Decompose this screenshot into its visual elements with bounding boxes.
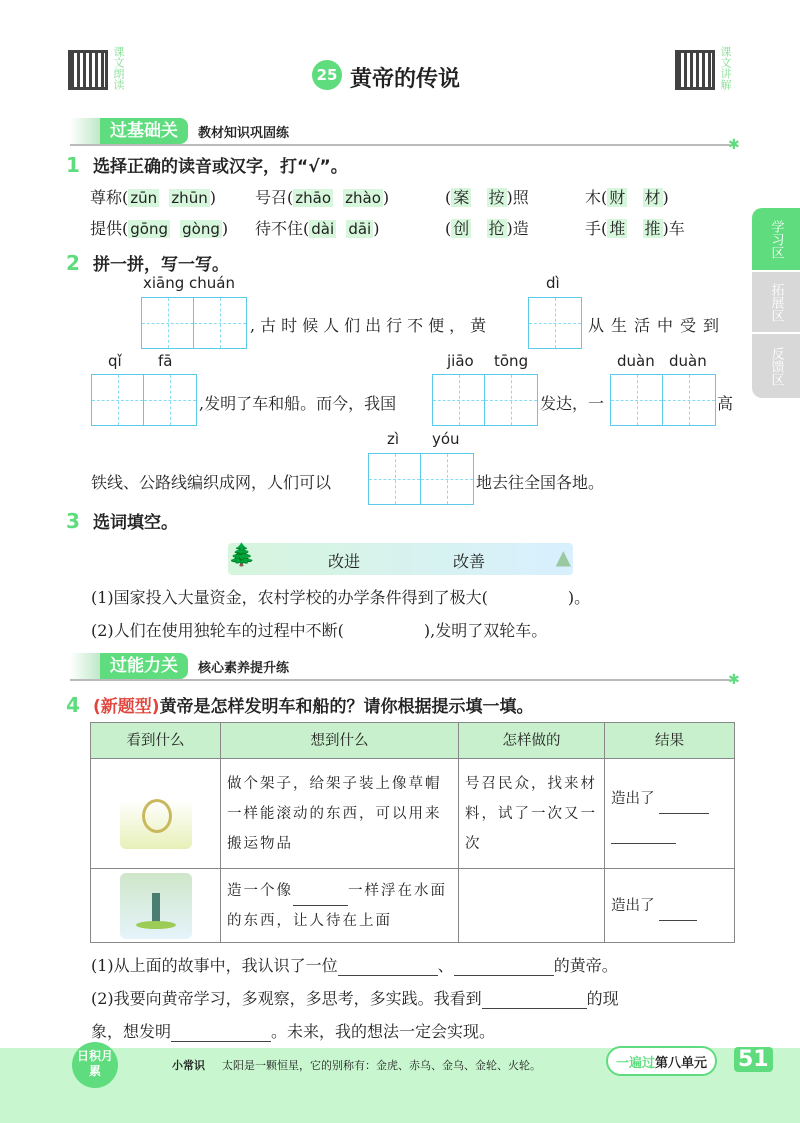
text: 的黄帝。 xyxy=(553,956,618,975)
option-a[interactable]: dài xyxy=(311,220,335,238)
item-text: (2)人们在使用独轮车的过程中不断( xyxy=(91,621,344,640)
question-prompt: 选词填空。 xyxy=(93,513,179,533)
question-3 xyxy=(66,508,178,533)
pinyin: qǐ xyxy=(108,352,122,370)
q1-item xyxy=(445,185,585,208)
word: 木( xyxy=(585,188,608,207)
daily-badge: 日积月累 xyxy=(72,1042,118,1088)
word-end: )照 xyxy=(506,188,529,207)
pinyin: duàn xyxy=(617,352,655,370)
option-b[interactable]: gòng xyxy=(182,220,220,238)
qr-label-right: 课文讲解 xyxy=(719,46,732,90)
item-text-end: ),发明了双轮车。 xyxy=(423,621,548,640)
qr-code-left xyxy=(68,50,108,90)
result-cell xyxy=(605,869,735,943)
text: (2)我要向黄帝学习，多观察，多思考，多实践。我看到 xyxy=(91,989,482,1008)
word-end: ) xyxy=(382,188,390,207)
text: 象，想发明 xyxy=(91,1022,172,1041)
thought-cell xyxy=(221,869,459,943)
q1-item xyxy=(255,185,445,208)
option-b[interactable]: zhūn xyxy=(171,189,208,207)
pinyin: jiāo xyxy=(447,352,474,370)
table-row xyxy=(91,759,735,869)
question-number: 2 xyxy=(66,251,80,275)
passage-text: 从生活中受到 xyxy=(588,316,727,335)
q1-item xyxy=(90,216,255,239)
answer-blank[interactable] xyxy=(454,958,554,976)
option-a[interactable]: 案 xyxy=(453,188,470,207)
text: 的现 xyxy=(586,989,619,1008)
question-prompt: 拼一拼，写一写。 xyxy=(93,255,230,275)
result-text: 造出了 xyxy=(611,790,655,807)
section-tag: 过能力关 xyxy=(100,653,188,679)
passage-text: 高 xyxy=(717,394,734,413)
word: 提供( xyxy=(90,219,129,238)
thought-text: 一样浮在水面的东西，让人待在上面 xyxy=(227,882,447,929)
section-subtitle: 教材知识巩固练 xyxy=(198,125,290,141)
option-a[interactable]: gōng xyxy=(130,220,168,238)
question-1 xyxy=(66,152,348,177)
action-cell[interactable] xyxy=(459,869,605,943)
side-tab-study[interactable]: 学习区 xyxy=(752,208,800,270)
answer-blank[interactable] xyxy=(482,991,587,1009)
passage-text: 地去往全国各地。 xyxy=(476,473,605,492)
writing-grid[interactable] xyxy=(432,374,538,426)
word: 手( xyxy=(585,219,608,238)
option-a[interactable]: 财 xyxy=(609,188,626,207)
mountain-icon: ▲ xyxy=(555,545,571,569)
lesson-number: 25 xyxy=(312,60,342,90)
qr-label-left: 课文朗读 xyxy=(112,46,125,90)
tip-label: 小常识 xyxy=(172,1059,205,1072)
q1-item xyxy=(255,216,445,239)
word: 号召( xyxy=(255,188,294,207)
word-bank xyxy=(228,543,573,575)
writing-grid[interactable] xyxy=(368,453,474,505)
word-end: ) xyxy=(209,188,216,207)
item-text: (1)国家投入大量资金，农村学校的办学条件得到了极大( xyxy=(91,588,488,607)
pinyin: yóu xyxy=(432,430,460,448)
column-header: 结果 xyxy=(605,723,735,759)
word: ( xyxy=(445,219,452,238)
footer xyxy=(0,1048,800,1123)
q1-item xyxy=(445,216,585,239)
star-icon: ✱ xyxy=(728,137,740,153)
word: 尊称( xyxy=(90,188,129,207)
thought-text: 造一个像 xyxy=(227,882,293,899)
side-tab-extend[interactable]: 拓展区 xyxy=(752,272,800,332)
question-prompt: 选择正确的读音或汉字，打“√”。 xyxy=(93,157,348,177)
passage-text: ,古时候人们出行不便，黄 xyxy=(250,316,492,335)
q1-item xyxy=(90,185,255,208)
word-end: )造 xyxy=(506,219,529,238)
pinyin: duàn xyxy=(669,352,707,370)
pinyin: dì xyxy=(546,274,560,292)
word: ( xyxy=(445,188,452,207)
column-header: 想到什么 xyxy=(221,723,459,759)
text: (1)从上面的故事中，我认识了一位 xyxy=(91,956,338,975)
option-a[interactable]: 堆 xyxy=(609,219,626,238)
divider xyxy=(70,679,730,681)
answer-blank[interactable] xyxy=(293,888,348,906)
new-type-tag: (新题型) xyxy=(93,697,160,717)
section-header-basic xyxy=(70,118,289,144)
text: 、 xyxy=(437,956,454,975)
table-header xyxy=(91,723,735,759)
result-cell xyxy=(605,759,735,869)
section-decoration xyxy=(70,653,100,679)
table-row xyxy=(91,869,735,943)
page-title: 黄帝的传说 xyxy=(350,67,461,92)
q4-follow-3 xyxy=(91,1019,495,1042)
pinyin: xiāng chuán xyxy=(143,274,235,292)
word-end: )车 xyxy=(662,219,685,238)
q1-item xyxy=(585,185,669,208)
text: 。未来，我的想法一定会实现。 xyxy=(271,1022,496,1041)
passage-text: 铁线、公路线编织成网，人们可以 xyxy=(91,473,332,492)
tip-text: 太阳是一颗恒星，它的别称有：金虎、赤乌、金乌、金轮、火轮。 xyxy=(222,1059,541,1072)
question-prompt: 黄帝是怎样发明车和船的？请你根据提示填一填。 xyxy=(159,697,534,717)
question-4 xyxy=(66,692,534,717)
divider xyxy=(70,144,730,146)
brand-logo: 一遍过 xyxy=(616,1055,656,1071)
pinyin: zì xyxy=(387,430,400,448)
item-text-end: )。 xyxy=(567,588,591,607)
section-tag: 过基础关 xyxy=(100,118,188,144)
question-2 xyxy=(66,250,229,275)
word-option: 改进 xyxy=(328,552,361,571)
answer-blank[interactable] xyxy=(338,958,438,976)
writing-grid[interactable] xyxy=(528,297,582,349)
option-b[interactable]: zhào xyxy=(345,189,381,207)
option-a[interactable]: 创 xyxy=(453,219,470,238)
q1-item xyxy=(585,216,685,239)
q3-item-2 xyxy=(91,618,547,641)
q4-follow-1 xyxy=(91,953,618,976)
word-option: 改善 xyxy=(453,552,486,571)
unit-label: 第八单元 xyxy=(655,1055,708,1071)
qr-code-right xyxy=(675,50,715,90)
rolling-hat-image xyxy=(120,779,192,849)
column-header: 怎样做的 xyxy=(459,723,605,759)
unit-badge xyxy=(606,1046,717,1076)
q3-item-1 xyxy=(91,585,590,608)
option-b[interactable]: 按 xyxy=(488,188,505,207)
question-number: 3 xyxy=(66,509,80,533)
floating-leaf-image xyxy=(120,873,192,939)
pinyin: tōng xyxy=(494,352,529,370)
q1-row-2 xyxy=(90,216,740,239)
question-number: 1 xyxy=(66,153,80,177)
result-text: 造出了 xyxy=(611,897,655,914)
word: 待不住( xyxy=(255,219,310,238)
word-end: ) xyxy=(662,188,669,207)
word-end: ) xyxy=(221,219,229,238)
q4-follow-2 xyxy=(91,986,619,1009)
page-number: 51 xyxy=(734,1047,773,1072)
action-cell: 号召民众，找来材料，试了一次又一次 xyxy=(459,759,605,869)
option-b[interactable]: 抢 xyxy=(488,219,505,238)
option-a[interactable]: zūn xyxy=(130,189,158,207)
section-subtitle: 核心素养提升练 xyxy=(198,660,290,676)
answer-blank[interactable] xyxy=(611,826,676,844)
section-decoration xyxy=(70,118,100,144)
writing-grid[interactable] xyxy=(141,297,247,349)
question-number: 4 xyxy=(66,693,80,717)
tree-icon: 🌲 xyxy=(228,543,256,568)
section-header-ability xyxy=(70,653,289,679)
pinyin: fā xyxy=(158,352,173,370)
option-b[interactable]: 材 xyxy=(644,188,661,207)
answer-blank[interactable] xyxy=(659,796,709,814)
option-a[interactable]: zhāo xyxy=(295,189,331,207)
option-b[interactable]: dāi xyxy=(348,220,372,238)
boat-image-cell xyxy=(91,869,221,943)
q1-row-1 xyxy=(90,185,740,208)
passage-text: 发达，一 xyxy=(540,394,605,413)
side-tab-feedback[interactable]: 反馈区 xyxy=(752,334,800,398)
option-b[interactable]: 推 xyxy=(644,219,661,238)
answer-blank[interactable] xyxy=(659,903,697,921)
q4-table xyxy=(90,722,735,943)
word-end: ) xyxy=(373,219,380,238)
writing-grid[interactable] xyxy=(91,374,197,426)
passage-text: ,发明了车和船。而今，我国 xyxy=(199,394,397,413)
writing-grid[interactable] xyxy=(610,374,716,426)
answer-blank[interactable] xyxy=(171,1024,271,1042)
star-icon: ✱ xyxy=(728,672,740,688)
thought-cell: 做个架子，给架子装上像草帽一样能滚动的东西，可以用来搬运物品 xyxy=(221,759,459,869)
column-header: 看到什么 xyxy=(91,723,221,759)
wheel-image-cell xyxy=(91,759,221,869)
